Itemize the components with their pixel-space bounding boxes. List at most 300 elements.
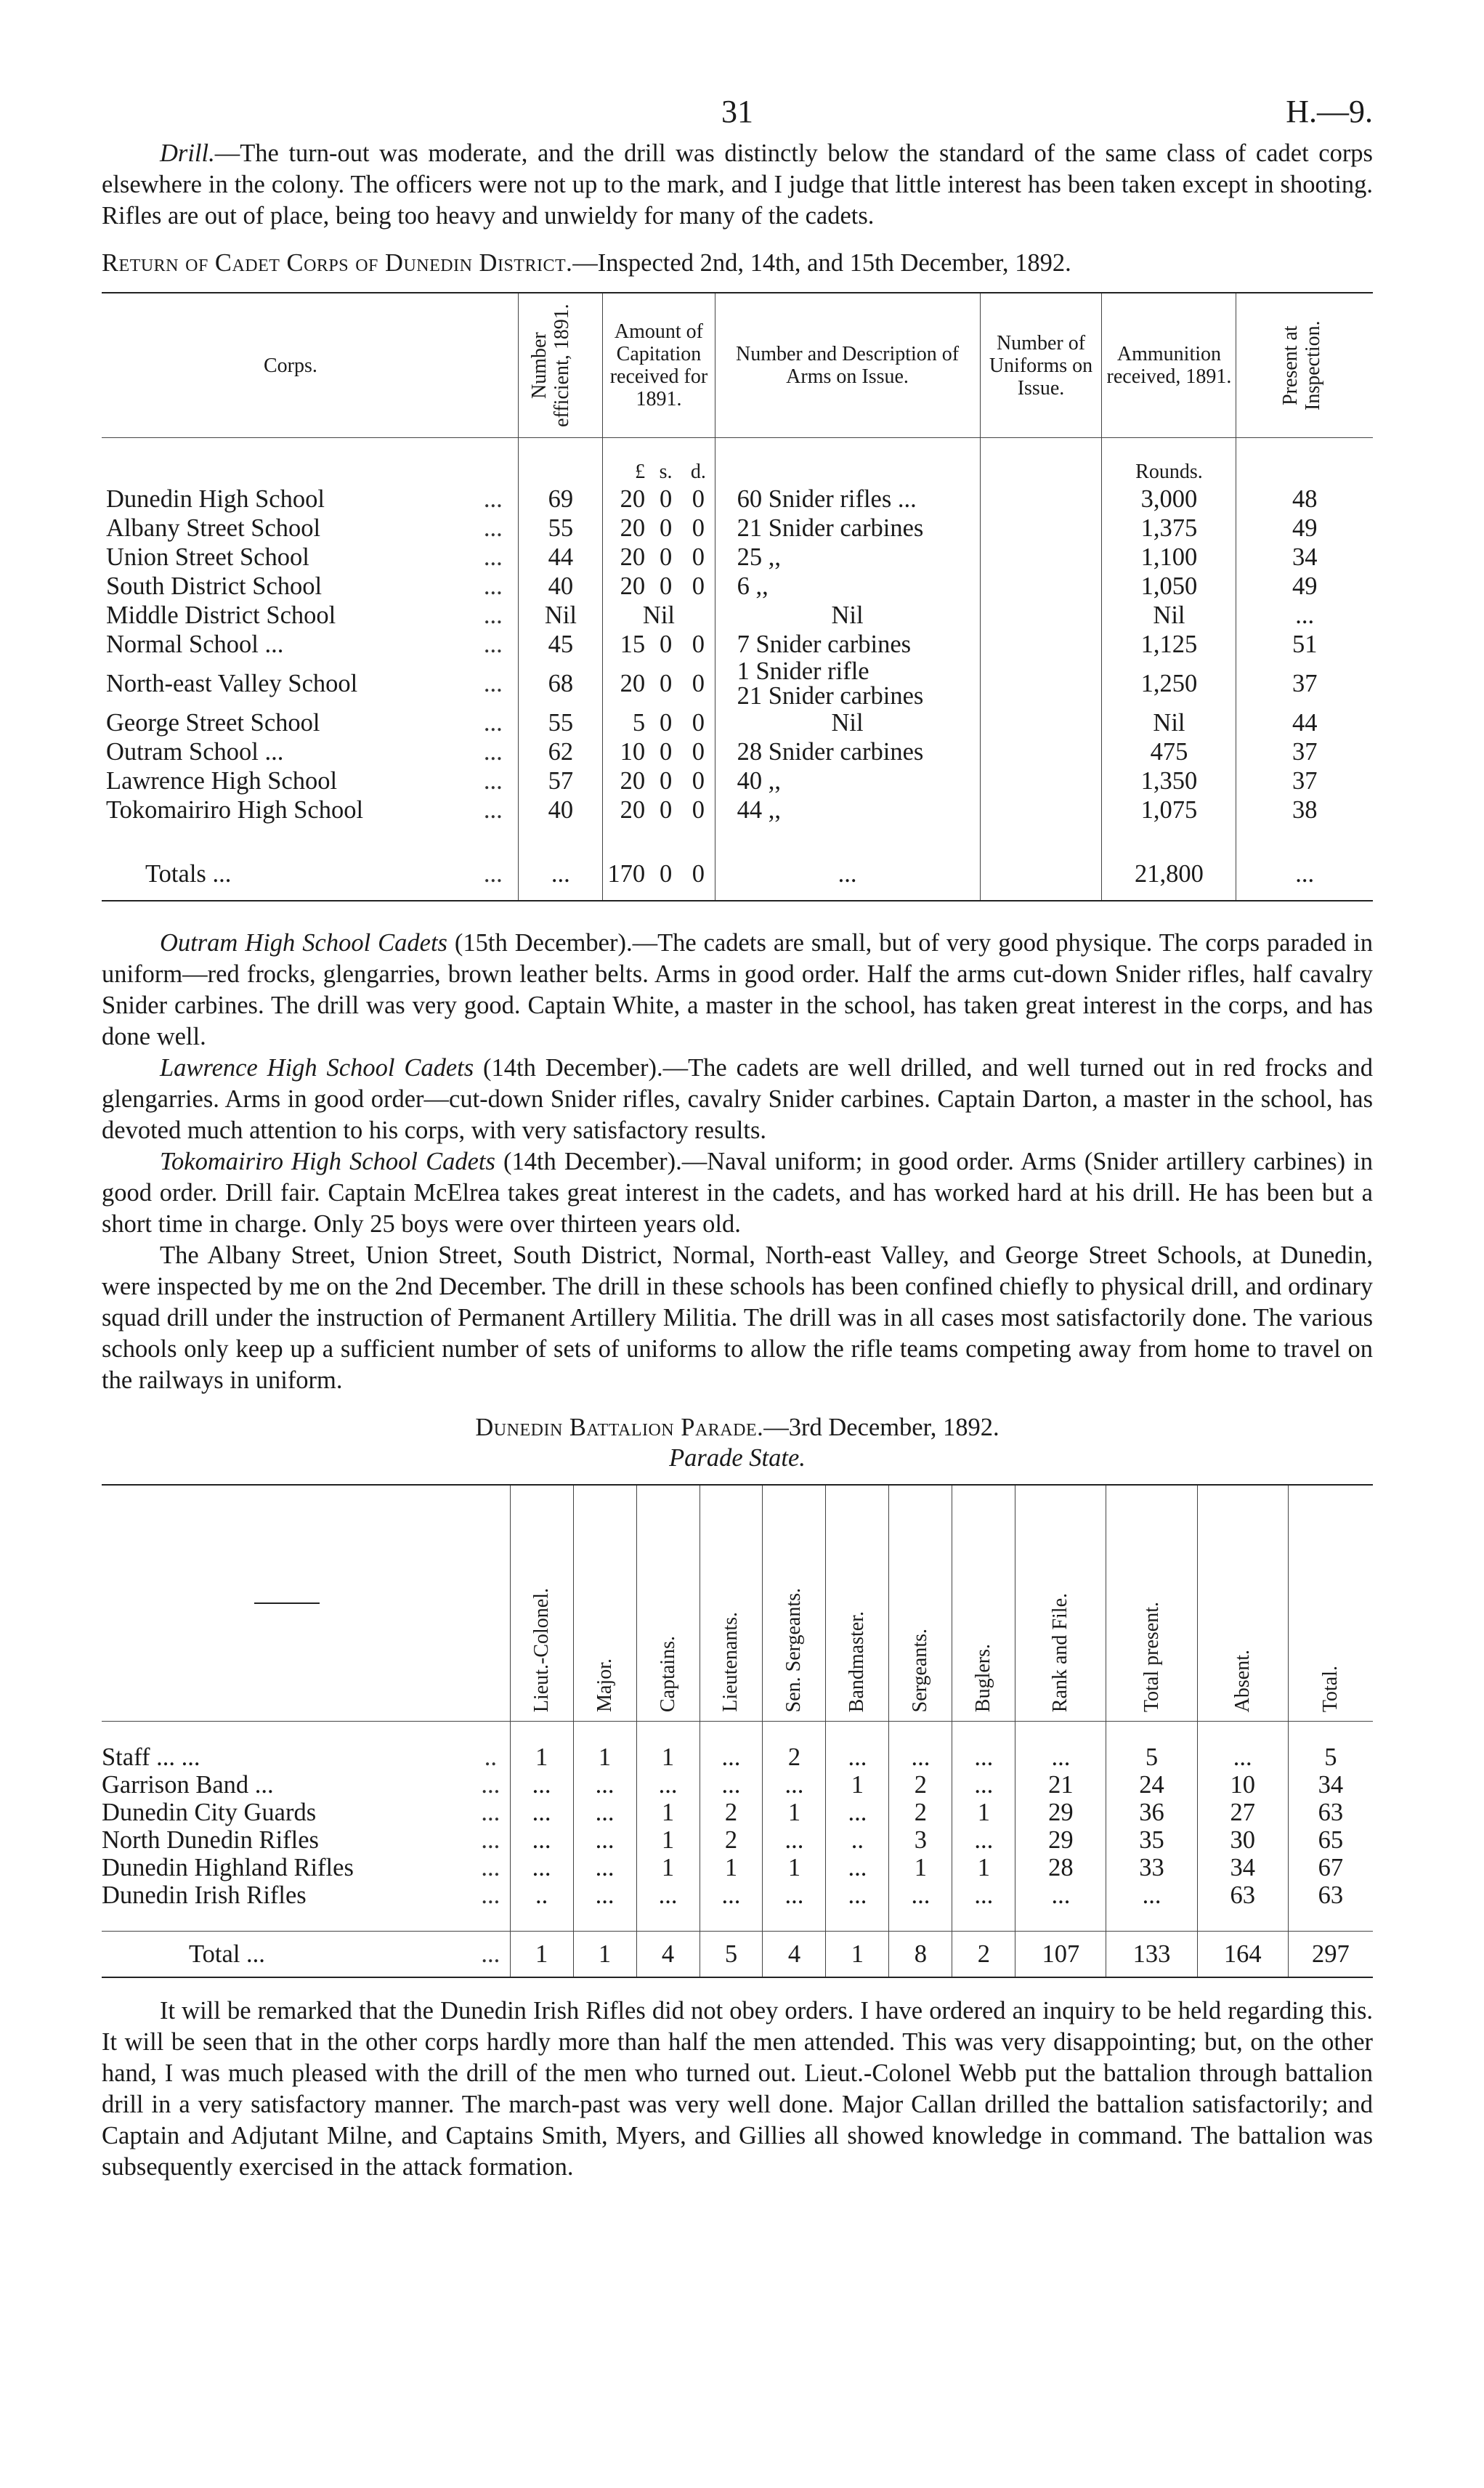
arms-on-issue: 7 Snider carbines: [715, 630, 980, 659]
uniforms-on-issue: [980, 659, 1102, 708]
cadet-row: [102, 737, 1373, 766]
parade-col-header: [636, 1485, 700, 1722]
parade-header-row: [102, 1485, 1373, 1722]
parade-value: 33: [1106, 1854, 1197, 1881]
number-efficient: 68: [519, 659, 603, 708]
uniforms-on-issue: [980, 572, 1102, 601]
parade-value: ...: [889, 1743, 952, 1771]
parade-value: ...: [573, 1771, 636, 1799]
leader-dots: ...: [483, 709, 503, 737]
document-page: [102, 0, 1373, 2183]
cadet-corps-table: [102, 292, 1373, 901]
parade-total-value: 2: [952, 1932, 1015, 1978]
unit-shillings: s.: [659, 461, 673, 483]
parade-value: ...: [573, 1799, 636, 1826]
corps-name: North-east Valley School: [106, 670, 358, 697]
corps-name: Tokomairiro High School: [106, 796, 364, 824]
arms-line: 1 Snider rifle: [737, 657, 869, 685]
corps-name: George Street School: [106, 709, 320, 737]
capitation-shillings: 0: [659, 709, 673, 737]
unit-name: Dunedin Irish Rifles: [102, 1881, 307, 1909]
parade-value: ..: [510, 1881, 573, 1909]
parade-value: ...: [700, 1743, 763, 1771]
lawrence-paragraph: [102, 1053, 1373, 1146]
uniforms-on-issue: [980, 514, 1102, 543]
parade-value: 2: [889, 1771, 952, 1799]
uniforms-on-issue: [980, 485, 1102, 514]
unit-name: Dunedin City Guards: [102, 1799, 317, 1826]
parade-row: [102, 1826, 1373, 1854]
capitation-amount: Nil: [603, 601, 715, 630]
unit-name: Dunedin Highland Rifles: [102, 1854, 354, 1881]
unit-rounds: Rounds.: [1102, 438, 1236, 485]
capitation-shillings: 0: [659, 485, 673, 513]
parade-value: ...: [510, 1799, 573, 1826]
parade-value: 35: [1106, 1826, 1197, 1854]
parade-value: 30: [1197, 1826, 1288, 1854]
parade-value: 29: [1015, 1799, 1106, 1826]
totals-row: [102, 842, 1373, 901]
corps-name: Middle District School: [106, 601, 336, 629]
uniforms-on-issue: [980, 766, 1102, 795]
parade-value: 1: [636, 1826, 700, 1854]
parade-value: ...: [510, 1854, 573, 1881]
parade-value: ...: [763, 1881, 826, 1909]
parade-col-label: Sen. Sergeants.: [782, 1587, 806, 1712]
parade-row: [102, 1881, 1373, 1909]
parade-value: ...: [952, 1771, 1015, 1799]
total-pence: 0: [692, 860, 705, 888]
arms-on-issue: Nil: [715, 708, 980, 737]
present-at-inspection: 38: [1236, 795, 1373, 824]
arms-on-issue: 6 ,,: [715, 572, 980, 601]
total-efficient: ...: [519, 842, 603, 901]
parade-total-value: 164: [1197, 1932, 1288, 1978]
parade-value: ...: [510, 1826, 573, 1854]
capitation-pence: 0: [692, 485, 705, 513]
parade-value: 1: [952, 1799, 1015, 1826]
number-efficient: 45: [519, 630, 603, 659]
lawrence-title: Lawrence High School Cadets: [160, 1054, 474, 1082]
parade-col-label: Buglers.: [972, 1643, 995, 1712]
number-efficient: 69: [519, 485, 603, 514]
present-at-inspection: ...: [1236, 601, 1373, 630]
ammunition-received: 1,350: [1102, 766, 1236, 795]
parade-value: 27: [1197, 1799, 1288, 1826]
cadet-row: [102, 514, 1373, 543]
parade-value: 29: [1015, 1826, 1106, 1854]
parade-value: 1: [889, 1854, 952, 1881]
parade-value: 2: [700, 1799, 763, 1826]
parade-col-label: Major.: [593, 1658, 616, 1712]
parade-value: 28: [1015, 1854, 1106, 1881]
leader-dots: ...: [483, 796, 503, 824]
capitation-shillings: 0: [659, 543, 673, 571]
cadet-row: [102, 543, 1373, 572]
ammunition-received: 1,375: [1102, 514, 1236, 543]
present-at-inspection: 37: [1236, 659, 1373, 708]
final-paragraph: It will be remarked that the Dunedin Irish Rifles did not obey orders. I have ordered an inquiry to be held regarding this. It will be seen that in the other corps hardly more than half the men attended. This was very disappointing; but, on the other hand, I was much pleased with the drill of the men who turned out. Lieut.-Colonel Webb put the battalion through battalion drill in a very satisfactory manner. The march-past was very well done. Major Callan drilled the battalion satisfactorily; and Captain and Adjutant Milne, and Captains Smith, Myers, and Gillies all showed knowledge in command. The battalion was subsequently exercised in the attack formation.: [102, 1997, 1373, 2181]
present-at-inspection: 37: [1236, 737, 1373, 766]
parade-total-value: 4: [636, 1932, 700, 1978]
parade-col-header: [889, 1485, 952, 1722]
parade-col-label: Bandmaster.: [846, 1610, 869, 1712]
leader-dots: ...: [483, 601, 503, 629]
leader-dots: ...: [483, 738, 503, 766]
drill-title: Drill.: [160, 139, 215, 167]
number-efficient: Nil: [519, 601, 603, 630]
parade-state-subtitle: Parade State.: [669, 1444, 806, 1472]
parade-col-label: Lieut.-Colonel.: [530, 1587, 553, 1712]
parade-value: 1: [636, 1743, 700, 1771]
parade-total-value: 4: [763, 1932, 826, 1978]
capitation-pence: 0: [692, 631, 705, 658]
cadet-return-title: Return of Cadet Corps of Dunedin District.: [102, 249, 573, 277]
capitation-pounds: 5: [603, 708, 649, 737]
parade-value: 1: [700, 1854, 763, 1881]
parade-total-value: 1: [826, 1932, 889, 1978]
parade-value: 67: [1288, 1854, 1373, 1881]
ammunition-received: 1,250: [1102, 659, 1236, 708]
parade-value: ...: [573, 1826, 636, 1854]
parade-col-header: [1015, 1485, 1106, 1722]
parade-value: ...: [1106, 1881, 1197, 1909]
page-number: 31: [721, 94, 753, 129]
parade-value: 10: [1197, 1771, 1288, 1799]
corps-name: Normal School ...: [106, 631, 284, 658]
leader-dots: ...: [481, 1826, 500, 1854]
parade-value: 1: [763, 1799, 826, 1826]
arms-line: 21 Snider carbines: [737, 682, 924, 710]
present-at-inspection: 44: [1236, 708, 1373, 737]
arms-on-issue: 44 ,,: [715, 795, 980, 824]
capitation-pounds: 20: [603, 795, 649, 824]
number-efficient: 57: [519, 766, 603, 795]
arms-on-issue: Nil: [715, 601, 980, 630]
cadet-row: [102, 708, 1373, 737]
cadet-row: [102, 766, 1373, 795]
leader-dots: ...: [483, 860, 503, 888]
leader-dots: ...: [481, 1799, 500, 1826]
uniforms-on-issue: [980, 630, 1102, 659]
cadet-return-dates: —Inspected 2nd, 14th, and 15th December, 1892.: [572, 249, 1071, 277]
ammunition-received: 3,000: [1102, 485, 1236, 514]
drill-text: —The turn-out was moderate, and the drill was distinctly below the standard of the same class of cadet corps elsewhere in the colony. The officers were not up to the mark, and I judge that little interest has been taken except in shooting. Rifles are out of place, being too heavy and unwieldy for many of the cadets.: [102, 139, 1373, 230]
total-present: ...: [1236, 842, 1373, 901]
capitation-shillings: 0: [659, 767, 673, 795]
parade-value: ...: [826, 1881, 889, 1909]
arms-on-issue: 40 ,,: [715, 766, 980, 795]
present-at-inspection: 37: [1236, 766, 1373, 795]
parade-value: ...: [889, 1881, 952, 1909]
parade-col-label: Absent.: [1230, 1649, 1254, 1712]
header-dash: [254, 1602, 320, 1604]
parade-col-header: [1197, 1485, 1288, 1722]
parade-value: 24: [1106, 1771, 1197, 1799]
uniforms-on-issue: [980, 543, 1102, 572]
parade-value: ...: [826, 1799, 889, 1826]
arms-on-issue: 60 Snider rifles ...: [715, 485, 980, 514]
number-efficient: 40: [519, 572, 603, 601]
cadet-row: [102, 485, 1373, 514]
cadet-row: [102, 572, 1373, 601]
total-uniforms: [980, 842, 1102, 901]
parade-total-value: 8: [889, 1932, 952, 1978]
parade-value: ...: [573, 1854, 636, 1881]
parade-col-header: [1288, 1485, 1373, 1722]
unit-name: Staff ... ...: [102, 1743, 200, 1771]
outram-text: (15th December).—The cadets are small, but of very good physique. The corps paraded in uniform—red frocks, glengarries, brown leather belts. Arms in good order. Half the arms cut-down Snider rifles, half cavalry Snider carbines. The drill was very good. Captain White, a master in the school, has taken great interest in the corps, and has done well.: [102, 929, 1374, 1050]
capitation-pence: 0: [692, 543, 705, 571]
parade-col-label: Total present.: [1140, 1602, 1163, 1712]
arms-on-issue: [715, 659, 980, 708]
col-present: Present at Inspection.: [1236, 293, 1373, 438]
parade-col-header: [763, 1485, 826, 1722]
parade-value: 5: [1106, 1743, 1197, 1771]
uniforms-on-issue: [980, 601, 1102, 630]
ammunition-received: Nil: [1102, 601, 1236, 630]
leader-dots: ...: [481, 1940, 500, 1968]
uniforms-on-issue: [980, 708, 1102, 737]
parade-value: 2: [763, 1743, 826, 1771]
units-row: [102, 438, 1373, 485]
number-efficient: 55: [519, 514, 603, 543]
parade-col-label: Lieutenants.: [719, 1612, 742, 1712]
parade-value: 1: [510, 1743, 573, 1771]
leader-dots: ...: [483, 514, 503, 542]
parade-total-value: 297: [1288, 1932, 1373, 1978]
corps-name: Union Street School: [106, 543, 309, 571]
parade-value: 1: [763, 1854, 826, 1881]
ammunition-received: 1,050: [1102, 572, 1236, 601]
leader-dots: ...: [481, 1881, 500, 1909]
corps-name: Outram School ...: [106, 738, 284, 766]
page-header: [102, 0, 1373, 138]
parade-col-label: Captains.: [656, 1636, 679, 1712]
total-ammunition: 21,800: [1102, 842, 1236, 901]
cadet-row: [102, 795, 1373, 824]
parade-blank-header: [102, 1485, 471, 1722]
leader-dots: ...: [483, 485, 503, 513]
parade-value: ...: [636, 1771, 700, 1799]
document-reference: H.—9.: [1286, 94, 1373, 129]
number-efficient: 44: [519, 543, 603, 572]
leader-dots: ...: [483, 767, 503, 795]
parade-value: ...: [700, 1771, 763, 1799]
capitation-shillings: 0: [659, 670, 673, 697]
unit-pounds: £: [603, 438, 649, 485]
parade-value: 36: [1106, 1799, 1197, 1826]
number-efficient: 62: [519, 737, 603, 766]
outram-title: Outram High School Cadets: [160, 929, 447, 957]
parade-value: ...: [700, 1881, 763, 1909]
capitation-pence: 0: [692, 709, 705, 737]
cadet-row: [102, 601, 1373, 630]
capitation-pence: 0: [692, 738, 705, 766]
cadet-header-row: [102, 293, 1373, 438]
parade-total-value: 1: [573, 1932, 636, 1978]
parade-value: ...: [952, 1881, 1015, 1909]
parade-value: ...: [1015, 1743, 1106, 1771]
parade-row: [102, 1854, 1373, 1881]
parade-total-value: 1: [510, 1932, 573, 1978]
parade-total-value: 133: [1106, 1932, 1197, 1978]
col-number-efficient: Number efficient, 1891.: [519, 293, 603, 438]
unit-pence: d.: [690, 461, 706, 483]
parade-row: [102, 1771, 1373, 1799]
parade-value: 1: [636, 1854, 700, 1881]
present-at-inspection: 48: [1236, 485, 1373, 514]
leader-dots: ...: [481, 1771, 500, 1799]
parade-value: 34: [1288, 1771, 1373, 1799]
leader-dots: ...: [483, 670, 503, 697]
col-uniforms: Number of Uniforms on Issue.: [980, 293, 1102, 438]
parade-row: [102, 1799, 1373, 1826]
number-efficient: 40: [519, 795, 603, 824]
capitation-pence: 0: [692, 514, 705, 542]
leader-dots: ...: [483, 631, 503, 658]
leader-dots: ...: [481, 1854, 500, 1881]
lawrence-text: (14th December).—The cadets are well drilled, and well turned out in red frocks and glengarries. Arms in good order—cut-down Snider rifles, cavalry Snider carbines. Captain Darton, a master in the school, has devoted much attention to his corps, with very satisfactory results.: [102, 1054, 1374, 1144]
parade-value: 2: [889, 1799, 952, 1826]
uniforms-on-issue: [980, 737, 1102, 766]
capitation-pounds: 15: [603, 630, 649, 659]
tokomairiro-paragraph: [102, 1146, 1373, 1240]
parade-total-value: 5: [700, 1932, 763, 1978]
parade-row: [102, 1743, 1373, 1771]
parade-value: ...: [510, 1771, 573, 1799]
parade-col-header: [826, 1485, 889, 1722]
capitation-shillings: 0: [659, 572, 673, 600]
parade-value: 2: [700, 1826, 763, 1854]
leader-dots: ...: [483, 572, 503, 600]
capitation-pounds: 20: [603, 514, 649, 543]
arms-on-issue: 21 Snider carbines: [715, 514, 980, 543]
capitation-shillings: 0: [659, 631, 673, 658]
parade-value: 3: [889, 1826, 952, 1854]
total-arms: ...: [715, 842, 980, 901]
capitation-shillings: 0: [659, 796, 673, 824]
present-at-inspection: 49: [1236, 572, 1373, 601]
uniforms-on-issue: [980, 795, 1102, 824]
parade-total-value: 107: [1015, 1932, 1106, 1978]
total-pounds: 170: [603, 842, 649, 901]
parade-value: 63: [1197, 1881, 1288, 1909]
arms-on-issue: 28 Snider carbines: [715, 737, 980, 766]
parade-value: 5: [1288, 1743, 1373, 1771]
corps-name: Dunedin High School: [106, 485, 325, 513]
capitation-pence: 0: [692, 572, 705, 600]
ammunition-received: 475: [1102, 737, 1236, 766]
parade-col-header: [1106, 1485, 1197, 1722]
parade-value: ...: [826, 1854, 889, 1881]
parade-value: ...: [952, 1826, 1015, 1854]
tokomairiro-text: (14th December).—Naval uniform; in good order. Arms (Snider artillery carbines) in good order. Drill fair. Captain McElrea takes great interest in the cadets, and has worked hard at his drill. He has been but a short time in charge. Only 25 boys were over thirteen years old.: [102, 1148, 1373, 1238]
capitation-pounds: 20: [603, 543, 649, 572]
number-efficient: 55: [519, 708, 603, 737]
parade-value: ...: [763, 1826, 826, 1854]
capitation-pounds: 20: [603, 766, 649, 795]
cadet-return-heading: [102, 248, 1373, 279]
parade-value: ...: [826, 1743, 889, 1771]
parade-col-label: Total.: [1318, 1665, 1342, 1712]
col-ammunition: Ammunition received, 1891.: [1102, 293, 1236, 438]
battalion-title: Dunedin Battalion Parade.: [475, 1414, 764, 1441]
parade-value: ..: [826, 1826, 889, 1854]
capitation-pounds: 10: [603, 737, 649, 766]
parade-col-header: [700, 1485, 763, 1722]
unit-name: North Dunedin Rifles: [102, 1826, 319, 1854]
cadet-row: [102, 630, 1373, 659]
ammunition-received: 1,100: [1102, 543, 1236, 572]
parade-col-header: [573, 1485, 636, 1722]
parade-value: ...: [763, 1771, 826, 1799]
ammunition-received: 1,125: [1102, 630, 1236, 659]
parade-value: 63: [1288, 1881, 1373, 1909]
parade-value: 63: [1288, 1799, 1373, 1826]
parade-value: 1: [573, 1743, 636, 1771]
parade-value: 34: [1197, 1854, 1288, 1881]
parade-value: ...: [952, 1743, 1015, 1771]
corps-name: Lawrence High School: [106, 767, 338, 795]
battalion-date: —3rd December, 1892.: [763, 1414, 1000, 1441]
col-arms: Number and Description of Arms on Issue.: [715, 293, 980, 438]
totals-label: Totals ...: [145, 860, 232, 888]
parade-value: ...: [1015, 1881, 1106, 1909]
drill-paragraph: [102, 138, 1373, 232]
parade-value: 1: [826, 1771, 889, 1799]
ammunition-received: Nil: [1102, 708, 1236, 737]
outram-paragraph: [102, 928, 1373, 1053]
parade-value: ...: [636, 1881, 700, 1909]
parade-value: 65: [1288, 1826, 1373, 1854]
col-amount: Amount of Capitation received for 1891.: [603, 293, 715, 438]
leader-dots: ..: [484, 1743, 497, 1771]
parade-value: ...: [1197, 1743, 1288, 1771]
present-at-inspection: 34: [1236, 543, 1373, 572]
battalion-heading: [102, 1412, 1373, 1443]
parade-state-table: [102, 1484, 1373, 1978]
capitation-pounds: 20: [603, 659, 649, 708]
capitation-pence: 0: [692, 670, 705, 697]
unit-name: Garrison Band ...: [102, 1771, 274, 1799]
parade-value: 1: [636, 1799, 700, 1826]
parade-value: 21: [1015, 1771, 1106, 1799]
present-at-inspection: 49: [1236, 514, 1373, 543]
parade-total-row: [102, 1932, 1373, 1978]
corps-name: South District School: [106, 572, 323, 600]
total-shillings: 0: [659, 860, 673, 888]
capitation-shillings: 0: [659, 738, 673, 766]
parade-value: ...: [573, 1881, 636, 1909]
parade-col-header: [510, 1485, 573, 1722]
ammunition-received: 1,075: [1102, 795, 1236, 824]
leader-dots: ...: [483, 543, 503, 571]
capitation-pounds: 20: [603, 572, 649, 601]
albany-paragraph: The Albany Street, Union Street, South District, Normal, North-east Valley, and George Street Schools, at Dunedin, were inspected by me on the 2nd December. The drill in these schools has been confined chiefly to physical drill, and ordinary squad drill under the instruction of Permanent Artillery Militia. The drill was in all cases most satisfactorily done. The various schools only keep up a sufficient number of sets of uniforms to allow the rifle teams competing away from home to travel on the railways in uniform.: [102, 1241, 1373, 1394]
capitation-pence: 0: [692, 796, 705, 824]
cadet-row: [102, 659, 1373, 708]
col-corps: Corps.: [263, 354, 317, 377]
arms-on-issue: 25 ,,: [715, 543, 980, 572]
parade-col-label: Sergeants.: [909, 1628, 932, 1712]
parade-total-label: Total ...: [189, 1940, 265, 1968]
parade-col-label: Rank and File.: [1049, 1592, 1072, 1712]
present-at-inspection: 51: [1236, 630, 1373, 659]
capitation-pounds: 20: [603, 485, 649, 514]
capitation-pence: 0: [692, 767, 705, 795]
parade-value: 1: [952, 1854, 1015, 1881]
